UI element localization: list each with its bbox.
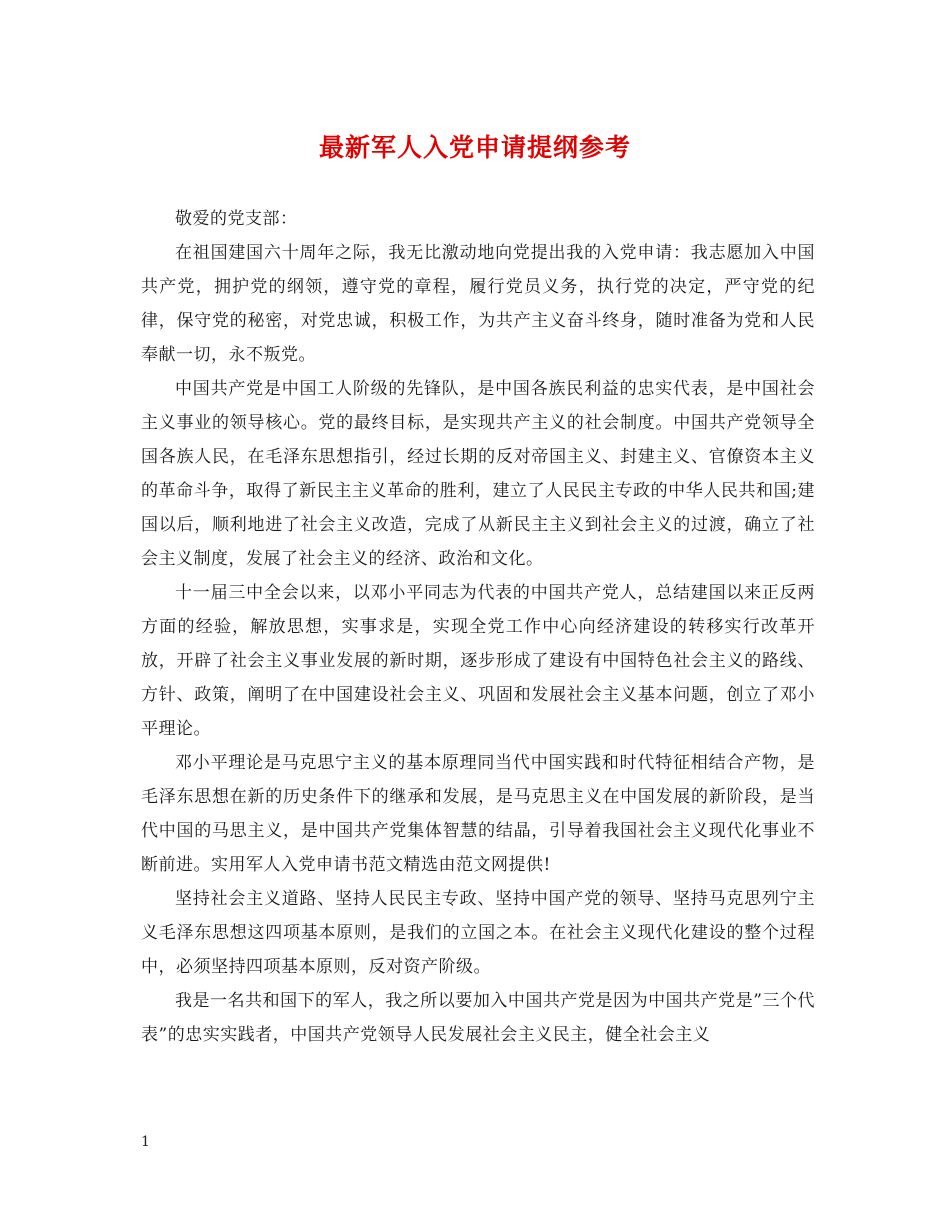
- document-title: 最新军人入党申请提纲参考: [318, 133, 631, 162]
- salutation: 敬爱的党支部：: [175, 209, 298, 229]
- document-body: [141, 202, 815, 1052]
- page-number: 1: [141, 1134, 150, 1150]
- paragraph-6: 我是一名共和国下的军人，我之所以要加入中国共产党是因为中国共产党是”三个代表”的忠实实践者，中国共产党领导人民发展社会主义民主，健全社会主义: [141, 991, 815, 1045]
- paragraph-2: 中国共产党是中国工人阶级的先锋队，是中国各族民利益的忠实代表，是中国社会主义事业的领导核心。党的最终目标，是实现共产主义的社会制度。中国共产党领导全国各族人民，在毛泽东思想指引，经过长期的反对帝国主义、封建主义、官僚资本主义的革命斗争，取得了新民主主义革命的胜利，建立了人民民主专政的中华人民共和国;建国以后，顺利地进了社会主义改造，完成了从新民主主义到社会主义的过渡，确立了社会主义制度，发展了社会主义的经济、政治和文化。: [141, 379, 815, 569]
- paragraph-1: 在祖国建国六十周年之际，我无比激动地向党提出我的入党申请：我志愿加入中国共产党，拥护党的纲领，遵守党的章程，履行党员义务，执行党的决定，严守党的纪律，保守党的秘密，对党忠诚，积极工作，为共产主义奋斗终身，随时准备为党和人民奉献一切，永不叛党。: [141, 243, 815, 365]
- paragraph-4: 邓小平理论是马克思宁主义的基本原理同当代中国实践和时代特征相结合产物，是毛泽东思想在新的历史条件下的继承和发展，是马克思主义在中国发展的新阶段，是当代中国的马思主义，是中国共产党集体智慧的结晶，引导着我国社会主义现代化事业不断前进。实用军人入党申请书范文精选由范文网提供!: [141, 753, 815, 875]
- paragraph-5: 坚持社会主义道路、坚持人民民主专政、坚持中国产党的领导、坚持马克思列宁主义毛泽东思想这四项基本原则，是我们的立国之本。在社会主义现代化建设的整个过程中，必须坚持四项基本原则，反对资产阶级。: [141, 889, 815, 977]
- paragraph-3: 十一届三中全会以来，以邓小平同志为代表的中国共产党人，总结建国以来正反两方面的经验，解放思想，实事求是，实现全党工作中心向经济建设的转移实行改革开放，开辟了社会主义事业发展的新时期，逐步形成了建设有中国特色社会主义的路线、方针、政策，阐明了在中国建设社会主义、巩固和发展社会主义基本问题，创立了邓小平理论。: [141, 583, 815, 739]
